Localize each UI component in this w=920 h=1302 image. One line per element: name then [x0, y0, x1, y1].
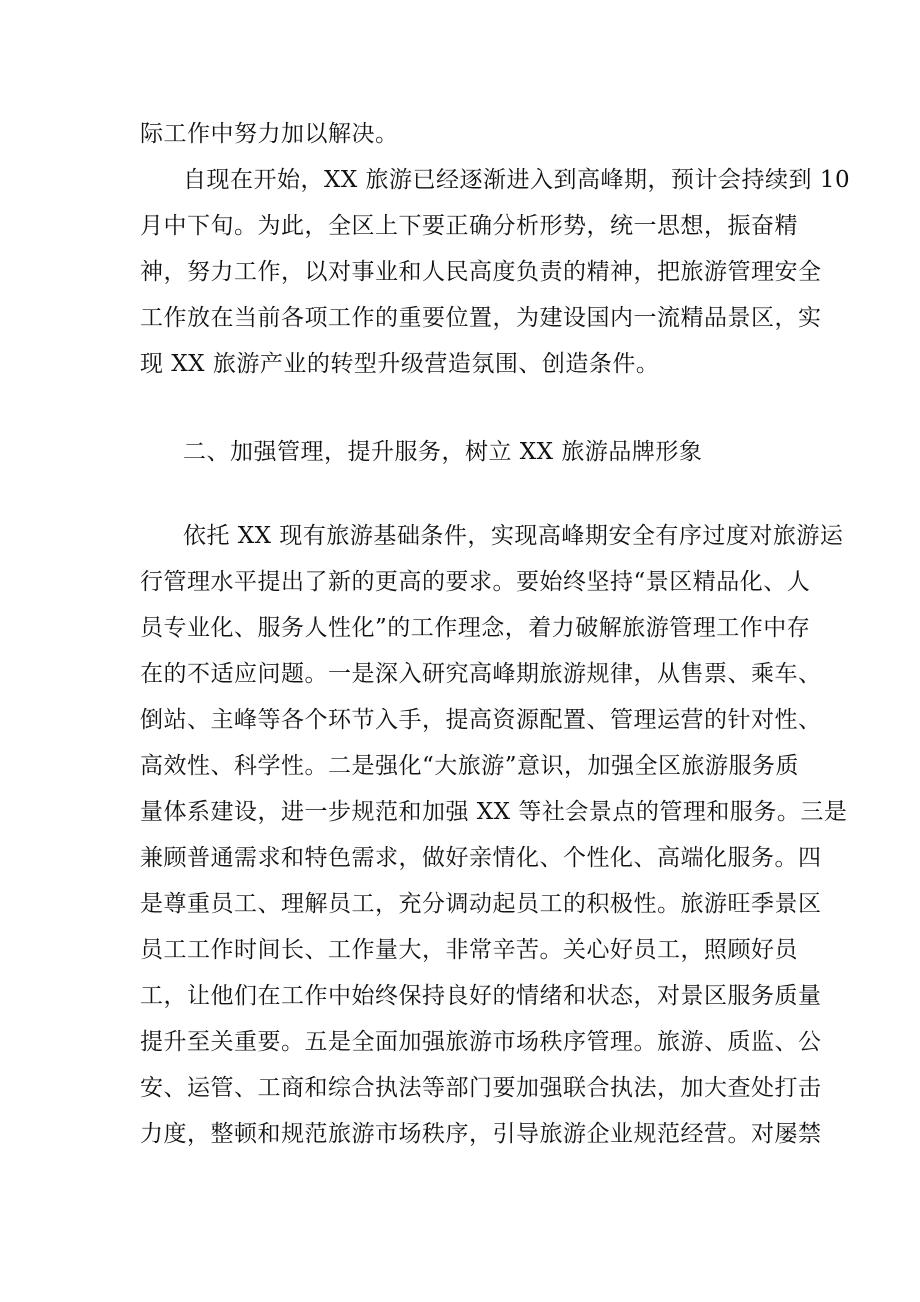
- text-line: 倒站、主峰等各个环节入手，提高资源配置、管理运营的针对性、: [140, 707, 822, 733]
- text-line: 行管理水平提出了新的更高的要求。要始终坚持“景区精品化、人: [140, 569, 811, 595]
- text-line: 量体系建设，进一步规范和加强 XX 等社会景点的管理和服务。三是: [140, 799, 848, 825]
- text-line: 员专业化、服务人性化”的工作理念，着力破解旅游管理工作中存: [140, 615, 811, 641]
- text-line: 月中下旬。为此，全区上下要正确分析形势，统一思想，振奋精: [140, 213, 798, 239]
- text-line: 工，让他们在工作中始终保持良好的情绪和状态，对景区服务质量: [140, 983, 822, 1009]
- text-line: 自现在开始，XX 旅游已经逐渐进入到高峰期，预计会持续到 10: [183, 167, 851, 193]
- text-line: 神，努力工作，以对事业和人民高度负责的精神，把旅游管理安全: [140, 259, 822, 285]
- text-line: 兼顾普通需求和特色需求，做好亲情化、个性化、高端化服务。四: [140, 845, 822, 871]
- text-line: 际工作中努力加以解决。: [140, 121, 399, 147]
- text-line: 是尊重员工、理解员工，充分调动起员工的积极性。旅游旺季景区: [140, 891, 822, 917]
- text-line: 提升至关重要。五是全面加强旅游市场秩序管理。旅游、质监、公: [140, 1029, 822, 1055]
- text-line: 现 XX 旅游产业的转型升级营造氛围、创造条件。: [140, 351, 660, 377]
- text-line: 在的不适应问题。一是深入研究高峰期旅游规律，从售票、乘车、: [140, 661, 822, 687]
- text-line: 依托 XX 现有旅游基础条件，实现高峰期安全有序过度对旅游运: [183, 523, 844, 549]
- text-line: 高效性、科学性。二是强化“大旅游”意识，加强全区旅游服务质: [140, 753, 800, 779]
- section-heading: 二、加强管理，提升服务，树立 XX 旅游品牌形象: [183, 439, 703, 465]
- text-line: 力度，整顿和规范旅游市场秩序，引导旅游企业规范经营。对屡禁: [140, 1121, 822, 1147]
- text-line: 员工工作时间长、工作量大，非常辛苦。关心好员工，照顾好员: [140, 937, 798, 963]
- text-line: 工作放在当前各项工作的重要位置，为建设国内一流精品景区，实: [140, 305, 822, 331]
- text-line: 安、运管、工商和综合执法等部门要加强联合执法，加大查处打击: [140, 1075, 822, 1101]
